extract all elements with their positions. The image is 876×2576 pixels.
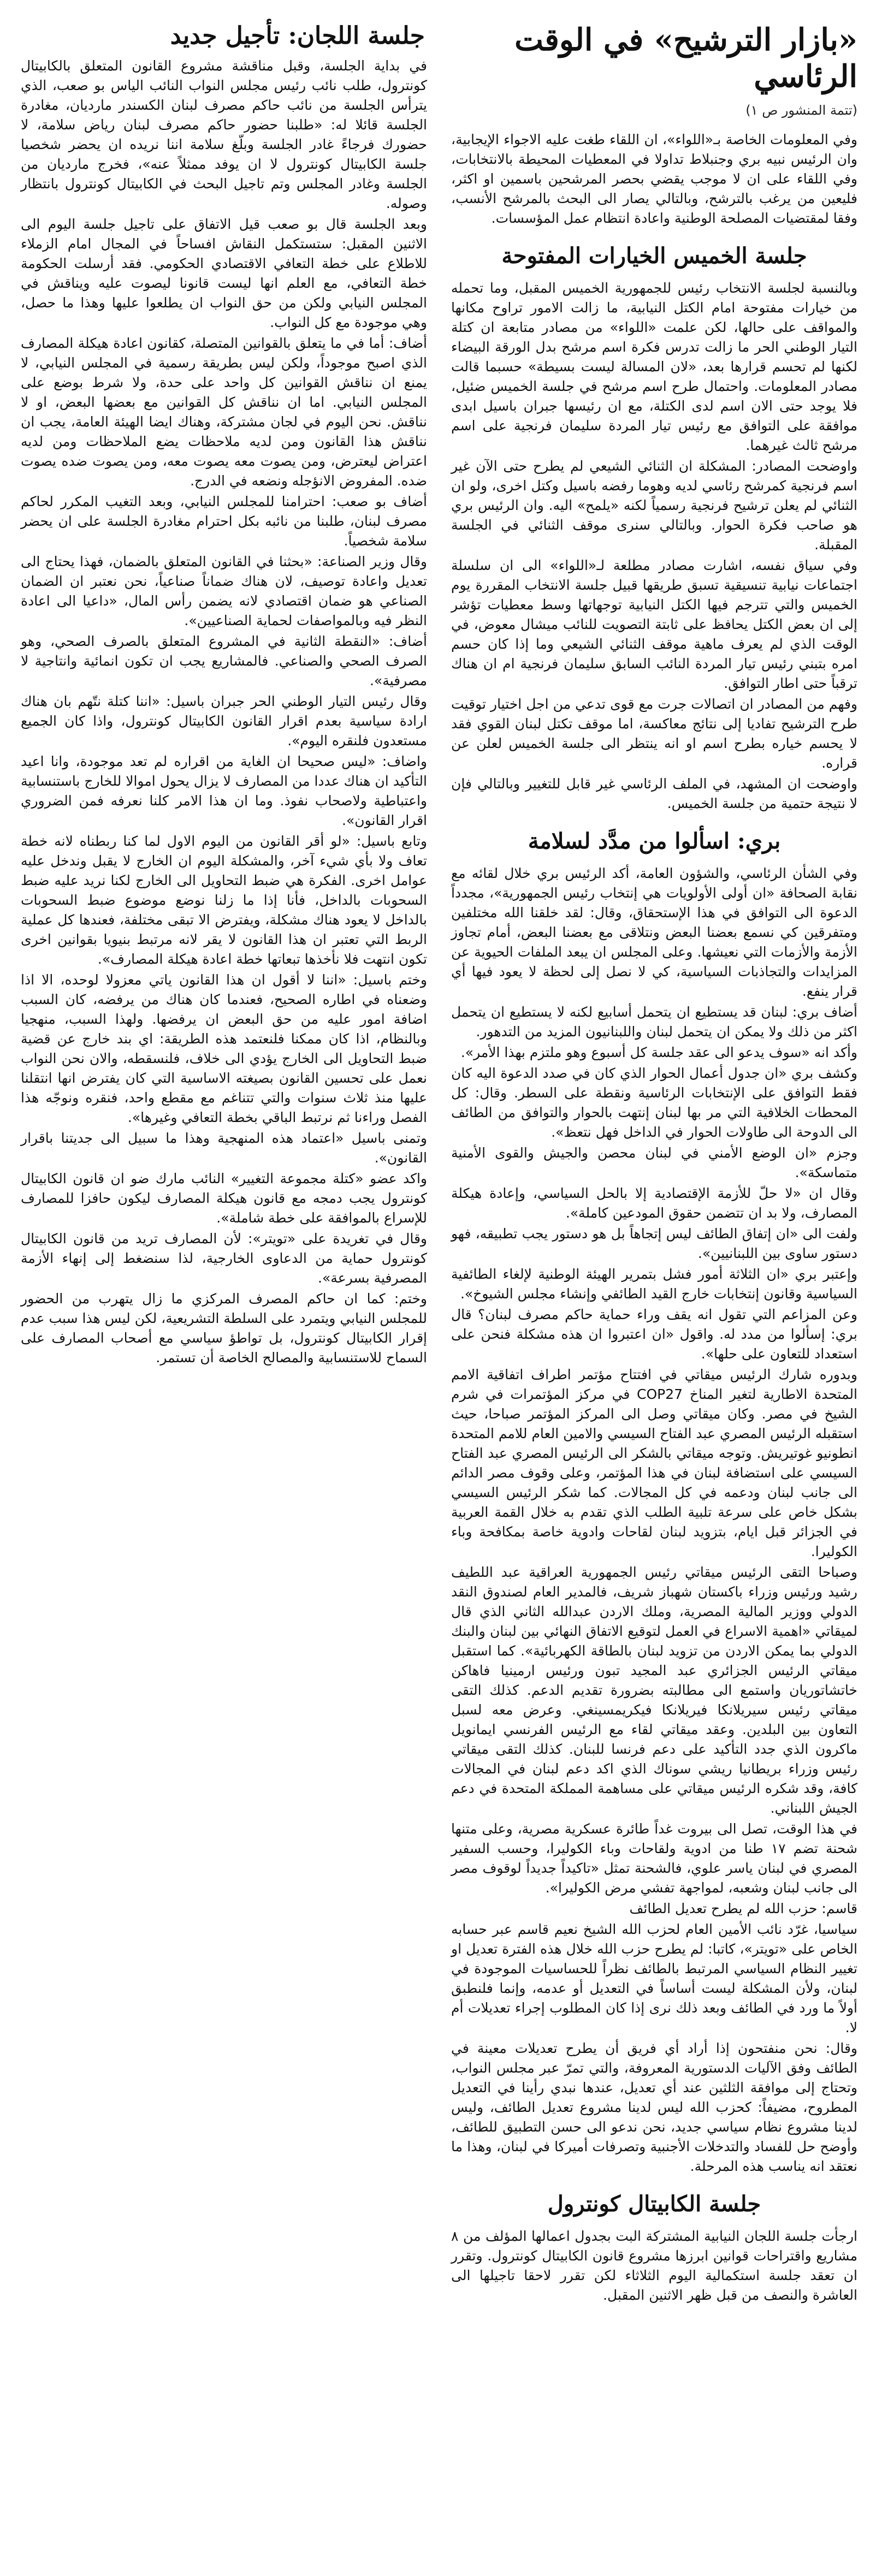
section2-paragraph: وجزم «ان الوضع الأمني في لبنان محصن والجيش والقوى الأمنية متماسكة». [451, 1145, 857, 1181]
section-heading-3: جلسة الكابيتال كونترول [547, 2191, 761, 2217]
article-title: «بازار الترشيح» في الوقت الرئاسي [514, 22, 857, 95]
left-paragraph: وبعد الجلسة قال بو صعب قيل الاتفاق على تاجيل جلسة اليوم الى الاثنين المقبل: ستستكمل النقاش افساحاً في المجال امام الزملاء للاطلاع على خطة التعافي الاقتصادي الحكومي. فقد أرسلت الحكومة خطة التعافي، مع العلم انها ليست قانونا ليصوت عليه ويناقش في المجلس النيابي ولكن من حق النواب ان يطلعوا عليها وهذا ما حصل، وهي موجودة مع كل النواب. [21, 216, 427, 330]
section2-paragraph: وفي الشأن الرئاسي، والشؤون العامة، أكد الرئيس بري خلال لقائه مع نقابة الصحافة «ان أولى الأولويات هي إنتخاب رئيس الجمهورية»، مجدداً الدعوة الى التوافق في هذا الإستحقاق، وقال: لقد خلقنا الله مختلفين ومتفرقين كي نسمع بعضنا البعض ونتلاقى مع بعضنا البعض، أمام تجاوز الأزمة والأزمات التي نعيشها. وعلى المجلس ان يبعد الملفات الحيوية عن المزايدات والتجاذبات السياسية، كي لا نصل إلى لحظة لا يعود فيها أي قرار ينفع. [451, 865, 857, 1000]
section1-paragraph: وبالنسبة لجلسة الانتخاب رئيس للجمهورية الخميس المقبل، وما تحمله من خيارات مفتوحة امام الكتل النيابية، ما زالت الامور تراوح مكانها والمواقف على حالها، لكن علمت «اللواء» من مصادر متابعة ان كتلة التيار الوطني الحر ما زالت تدرس فكرة اسم مرشح بدل الورقة البيضاء لكنها لم تحسم قرارها بعد، «لان المسالة ليست بسيطة» حسبما قالت مصادر المعلومات. واحتمال طرح اسم مرشح في جلسة الخميس ضئيل، فلا يوجد حتى الان اسم لدى الكتلة، مع ان رئيسها جبران باسيل ابدى موافقة على التوافق مع رئيس تيار المردة سليمان فرنجية على اسم مرشح ثالث غيرهما. [451, 280, 857, 454]
left-paragraph: أضاف: «النقطة الثانية في المشروع المتعلق بالصرف الصحي، وهو الصرف الصحي والصناعي. فالمشاريع يجب ان تكون انمائية وانتاجية لا مصرفية». [21, 633, 427, 688]
section2-paragraph: أضاف بري: لبنان قد يستطيع ان يتحمل أسابيع لكنه لا يستطيع ان يتحمل اكثر من ذلك ولا يمكن ان يتحمل لبنان واللبنانيون المزيد من التدهور. [451, 1004, 857, 1040]
left-paragraph: في بداية الجلسة، وقبل مناقشة مشروع القانون المتعلق بالكابيتال كونترول، طلب نائب رئيس مجلس النواب النائب الياس بو صعب، الذي يترأس الجلسة من نائب حاكم مصرف لبنان الكسندر مارديان، مغادرة الجلسة قائلا له: «طلبنا حضور حاكم مصرف لبنان رياض سلامة، لا حضورك فرجاءً غادر الجلسة وبلّغ سلامة اننا نريده ان يحضر شخصيا جلسة الكابيتال كونترول لا ان يوفد ممثلاً عنه»، فخرج مارديان من الجلسة وغادر المجلس وتم تاجيل البحث في الكابيتال كونترول بانتظار وصوله. [21, 58, 427, 211]
left-paragraph: واكد عضو «كتلة مجموعة التغيير» النائب مارك ضو ان قانون الكابيتال كونترول يجب دمجه مع قانون هيكلة المصارف ليكون حافزا للمصارف للإسراع بالموافقة على خطة شاملة». [21, 1171, 427, 1226]
left-paragraph: أضاف بو صعب: احترامنا للمجلس النيابي، وبعد التغيب المكرر لحاكم مصرف لبنان، طلبنا من نائبه بكل احترام مغادرة الجلسة على ان يحضر سلامة شخصياً. [21, 494, 427, 549]
left-paragraph: وقال وزير الصناعة: «بحثنا في القانون المتعلق بالضمان، فهذا يحتاج الى تعديل واعادة توصيف، لان هناك ضماناً صناعياً، نحن نعتبر ان الضمان الصناعي هو ضمان اقتصادي لانه يضمن رأس المال، «داعيا الى اعادة النظر فيه وبالمواصفات لحماية الصناعيين». [21, 554, 427, 628]
left-paragraph: وختم: كما ان حاكم المصرف المركزي ما زال يتهرب من الحضور للمجلس النيابي ويتمرد على السلطة التشريعية، لكن ليس هذا سبب عدم إقرار الكابيتال كونترول، بل تواطؤ سياسي مع أصحاب المصارف على السماح للاستنسابية والمصالح الخاصة أن تستمر. [21, 1291, 427, 1366]
section3-paragraph: ارجأت جلسة اللجان النيابية المشتركة البت بجدول اعمالها المؤلف من ٨ مشاريع واقتراحات قوانين ابرزها مشروع قانون الكابيتال كونترول. وتقرر ان تعقد جلسة استكمالية اليوم الثلاثاء لكن تقرر لاحقا تاجيلها الى العاشرة والنصف من قبل ظهر الاثنين المقبل. [451, 2228, 857, 2304]
right-column [447, 16, 862, 2560]
left-paragraph: وقال رئيس التيار الوطني الحر جبران باسيل: «اننا كتلة نتّهم بان هناك ارادة سياسية بعدم اقرار القانون الكابيتال كونترول، واذا كان الجميع مستعدون فلنقره اليوم». [21, 693, 427, 749]
section2-paragraph: وكشف بري «ان جدول أعمال الحوار الذي كان في صدد الدعوة اليه كان فقط التوافق على الإنتخابات الرئاسية ونقطة على السطر. وقال: كل المحطات الخلافية التي مر بها لبنان إنتهت بالحوار والتوافق من الطائف الى الدوحة الى طاولات الحوار في الداخل فهل نتعظ». [451, 1065, 857, 1141]
section2-paragraph: وبدوره شارك الرئيس ميقاتي في افتتاح مؤتمر اطراف اتفاقية الامم المتحدة الاطارية لتغير المناخ COP27 في مركز المؤتمرات في شرم الشيخ في مصر. وكان ميقاتي وصل الى المركز المؤتمر صباحا، حيث استقبله الرئيس المصري عبد الفتاح السيسي والامين العام للامم المتحدة انطونيو غوتيريش. وتوجه ميقاتي بالشكر الى الرئيس المصري عبد الفتاح السيسي على استضافة لبنان في هذا المؤتمر، وعلى وقوف مصر الدائم الى جانب لبنان ودعمه في كل المجالات. كما شكر الرئيس السيسي بشكل خاص على سرعة تلبية الطلب الذي تقدم به خلال القمة العربية في الجزائر قبل ايام، بتزويد لبنان لقاحات وادوية خاصة بمكافحة وباء الكوليرا. [451, 1367, 857, 1560]
section2-paragraph: وإعتبر بري «ان الثلاثة أمور فشل بتمرير الهيئة الوطنية لإلغاء الطائفية السياسية وقانون إنتخابات خارج القيد الطائفي وإنشاء مجلس الشيوخ». [451, 1266, 857, 1302]
left-paragraph: وتابع باسيل: «لو أقر القانون من اليوم الاول لما كنا ربطناه لانه خطة تعاف ولا بأي شيء آخر، والمشكلة اليوم ان الخارج لا يقبل وندخل عليه عوامل اخرى. الفكرة هي ضبط التحاويل الى الخارج لكنا نريد عليه ضبط السحوبات بالداخل، فأنا إذا ما زلنا نوضع موضوع ضبط السحوبات بالداخل لا يعود هناك مشكلة، ويفترض الا تبقى مختلفة، فعندها كل عملية الربط التي تعتبر ان هذا القانون لا يقر لانه مرتبط بنيويا بقوانين اخرى تكون انتهت فلا نأخذها تبعاتها خطة اعادة هيكلة المصارف». [21, 833, 427, 967]
section2-paragraph: سياسيا، غرّد نائب الأمين العام لحزب الله الشيخ نعيم قاسم عبر حسابه الخاص على «تويتر»، كاتبا: لم يطرح حزب الله خلال هذه الفترة تعديل او تغيير النظام السياسي المرتبط بالطائف نظراً للحساسيات الموجودة في لبنان، ولأن المشكلة ليست أساساً في التعديل أو عدمه، وإنما فلنطبق أولاً ما ورد في الطائف وبعد ذلك نرى إذا كان المطلوب إجراء تعديلات أم لا. [451, 1921, 857, 2036]
section2-paragraph: ولفت الى «ان إتفاق الطائف ليس إتجاهاً بل هو دستور يجب تطبيقه، فهو دستور ساوى بين اللبنانيين». [451, 1226, 857, 1262]
left-paragraph: وقال في تغريدة على «تويتر»: لأن المصارف تريد من قانون الكابيتال كونترول حماية من الدعاوى الخارجية، لذا سنضغط إلى إنهاء الأزمة المصرفية بسرعة». [21, 1231, 427, 1286]
section-heading-1: جلسة الخميس الخيارات المفتوحة [501, 243, 807, 269]
section1-paragraph: وفي سياق نفسه، اشارت مصادر مطلعة لـ«اللواء» الى ان سلسلة اجتماعات نيابية تنسيقية تسبق طريقها قبيل جلسة الانتخاب المقررة يوم الخميس والتي تترجم فيها الكتل النيابية توجهاتها وسط معطيات تؤشر إلى ان بعض الكتل يحافظ على ثابتة التصويت للنائب ميشال معوض، في الوقت الذي لم يعرف ماهية موقف الثنائي الشيعي وما إذا كان حسم امره بتبني رئيس تيار المردة النائب السابق سليمان فرنجية ام ان هناك ترقباً حتى اطار التوافق. [451, 557, 857, 692]
section2-paragraph: وأكد انه «سوف يدعو الى عقد جلسة كل أسبوع وهو ملتزم بهذا الأمر». [460, 1044, 857, 1061]
section2-paragraph: وصباحا التقى الرئيس ميقاتي رئيس الجمهورية العراقية عبد اللطيف رشيد ورئيس وزراء باكستان شهباز شريف، فالمدير العام لصندوق النقد الدولي ووزير المالية المصرية، وملك الاردن عبدالله الثاني الذي قال لميقاتي «اهمية الاسراع في العمل لتوقيع الاتفاق النهائي بين لبنان والبنك الدولي بما يمكن الاردن من تزويد لبنان بالطاقة الكهربائية». كما استقبل ميقاتي الرئيس الجزائري عبد المجيد تبون ورئيس ارمينيا فاهاكن خاتشاتوريان واستمع الى مطالبته بضرورة تقديم الدعم. كذلك التقى ميقاتي رئيس سيريلانكا فيريلانكا فيكريمسينغي. وعرض معه لسبل التعاون بين البلدين. وعقد ميقاتي لقاء مع الرئيس الفرنسي ايمانويل ماكرون الذي جدد التأكيد على دعم فرنسا للبنان. كذلك التقى ميقاتي رئيس وزراء بريطانيا ريشي سوناك الذي اكد دعم لبنان في المجالات كافة، وقد شكره الرئيس ميقاتي على مساهمة المملكة المتحدة في دعم الجيش اللبناني. [451, 1564, 857, 1817]
section2-paragraph: في هذا الوقت، تصل الى بيروت غداً طائرة عسكرية مصرية، وعلى متنها شحنة تضم ١٧ طنا من ادوية ولقاحات وباء الكوليرا، وحسب السفير المصري في لبنان ياسر علوي، فالشحنة تمثل «تاكيداً جديداً لوقوف مصر الى جانب لبنان وشعبه، لمواجهة تفشي مرض الكوليرا». [451, 1821, 857, 1896]
left-paragraph: وختم باسيل: «اننا لا أقول ان هذا القانون ياتي معزولا لوحده، الا اذا وضعناه في اطاره الصحيح، فعندما كان هناك من يرفضه، كان السبب اضافة امور عليه من حق البعض ان يرفضها. ولهذا السبب، منهجيا وبالنظام، اذا كان ممكنا فلنعتمد هذه الطريقة: اي بند خارج عن قضية ضبط التحاويل الى الخارج يؤدي الى خلاف، فلنسقطه، والان نحن النواب نعمل على تحسين القانون بصيغته الاساسية التي كان يفترض انها انتقلنا عليها منذ ثلاث سنوات والتي تتناغم مع مقطع واحد، فنقره ونوجّه هذا الفصل وراءنا ثم نرتبط الباقي بخطة التعافي وغيرها». [21, 972, 427, 1125]
section1-paragraph: وفهم من المصادر ان اتصالات جرت مع قوى تدعي من اجل اختيار توقيت طرح الترشيح تفاديا إلى نتائج معاكسة، اما موقف تكتل لبنان القوي فقد لا يحسم خياره بطرح اسم او انه ينتظر الى جلسة الخميس لعلن عن قراره. [451, 696, 857, 771]
left-heading: جلسة اللجان: تأجيل جديد [170, 22, 425, 50]
section1-paragraph: واوضحت ان المشهد، في الملف الرئاسي غير قابل للتغيير وبالتالي فإن لا نتيجة حتمية من جلسة الخميس. [451, 776, 857, 812]
continuation-note: (تتمة المنشور ص ١) [745, 103, 857, 118]
intro-paragraph: وفي المعلومات الخاصة بـ«اللواء»، ان اللقاء طغت عليه الاجواء الإيجابية، وان الرئيس نبيه بري وجنبلاط تداولا في المعطيات المحيطة بالانتخابات، وفي اللقاء على ان لا موجب يقضي بحصر المرشحين باسمين او اكثر، فليعين من يرغب بالترشح، وبالتالي يصار الى البحث بالمرشح الأنسب، وفقا لمقتضيات المصلحة الوطنية واعادة انتظام عمل المؤسسات. [451, 132, 857, 227]
left-paragraph: واضاف: «ليس صحيحا ان الغاية من اقراره لم تعد موجودة، وانا اعيد التأكيد ان هناك عددا من المصارف لا يزال يحول اموالا للخارج باستنسابية واعتباطية ولاصحاب نفوذ. وما ان هذا الامر كلنا نعرفه فمن الضروري اقرار القانون». [21, 753, 427, 828]
section2-paragraph: وقال: نحن منفتحون إذا أراد أي فريق أن يطرح تعديلات معينة في الطائف وفق الآليات الدستورية المعروفة، والتي تمرّ عبر مجلس النواب، وتحتاج إلى موافقة الثلثين عند أي تعديل، عندها نبدي رأينا في التعديل المطروح، مضيفاً: كحزب الله ليس لدينا مشروع تعديل الطائف، وليس لدينا مشروع نظام سياسي جديد، نحن ندعو الى حسن التطبيق للطائف، وأوضح حل للفساد والتدخلات الأجنبية وتصرفات أميركا في لبنان، وهذا ما نعتقد انه يناسب هذه المرحلة. [451, 2040, 857, 2175]
section-heading-2: بري: اسألوا من مدَّد لسلامة [528, 828, 781, 854]
columns [14, 16, 862, 2560]
section2-paragraph: وعن المزاعم التي تقول انه يقف وراء حماية حاكم مصرف لبنان؟ قال بري: إسألوا من مدد له. واقول «ان اعتبروا ان هذه مشكلة فنحن على استعداد للتعاون على حلها». [451, 1307, 857, 1362]
left-paragraph: وتمنى باسيل «اعتماد هذه المنهجية وهذا ما سبيل الى جديتنا باقرار القانون». [21, 1130, 427, 1166]
section1-paragraph: واوضحت المصادر: المشكلة ان الثنائي الشيعي لم يطرح حتى الآن غير اسم فرنجية كمرشح رئاسي لديه وهوما رفضه باسيل وكتل اخرى، ولو ان الثنائي لم يعلن ترشيح فرنجية رسمياً لكنه «يلمح» اليه. وان الرئيس بري هو صاحب فكرة الحوار. وبالتالي سنرى موقف الثنائي في الجلسة المقبلة. [451, 458, 857, 553]
section2-paragraph: وقال ان «لا حلّ للأزمة الإقتصادية إلا بالحل السياسي، وإعادة هيكلة المصارف، ولا بد ان تتضمن حقوق المودعين كاملة». [451, 1185, 857, 1221]
left-paragraph: أضاف: أما في ما يتعلق بالقوانين المتصلة، كقانون اعادة هيكلة المصارف الذي اصبح موجوداً، ولكن ليس بطريقة رسمية في المجلس النيابي، لا يمنع ان نناقش القوانين كل واحد على حدة، ولا شرط بوضع على المجلس النيابي. اما ان نناقش كل القوانين مع بعضها البعض، او لا نناقش. نحن اليوم في لجان مشتركة، وهناك ايضا الهيئة العامة، يجب ان نناقش هذا القانون ومن لديه ملاحظات يضع الملاحظات ومن لديه اعتراض ليعترض، ومن يصوت معه يصوت معه، ومن يصوت ضده يصوت ضده. المفروض الانؤجله ونضعه في الدرج. [21, 335, 427, 489]
left-column [16, 16, 431, 2560]
section2-paragraph: قاسم: حزب الله لم يطرح تعديل الطائف [629, 1901, 857, 1917]
